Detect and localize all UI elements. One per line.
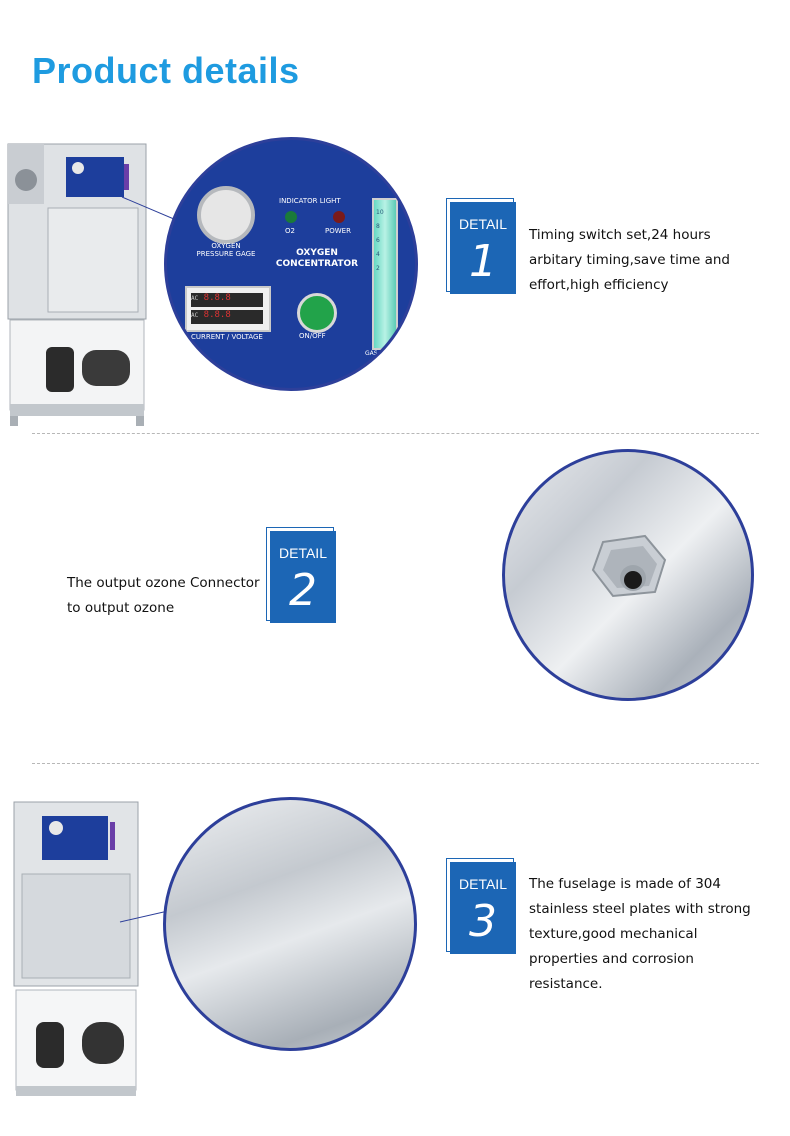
device-name-line-1: OXYGEN	[296, 248, 338, 258]
flow-tick: 8	[376, 223, 380, 230]
detail-text-2: The output ozone Connector to output ozone	[67, 575, 260, 616]
power-light	[333, 211, 345, 223]
flow-tick: 6	[376, 237, 380, 244]
gauge-label-1: OXYGEN	[211, 242, 241, 250]
machine-image-1	[6, 142, 148, 427]
gas-flowmeter	[372, 198, 398, 350]
gas-flow-label: GAS FLO	[365, 350, 391, 357]
panel-zoom-circle	[164, 137, 418, 391]
detail-label: DETAIL	[459, 216, 507, 232]
detail-badge-2	[266, 527, 336, 623]
o2-light	[285, 211, 297, 223]
detail-number: 1	[469, 236, 497, 287]
meter-value-2: 8.8.8	[203, 310, 231, 320]
steel-zoom-circle	[163, 797, 417, 1051]
detail-number: 2	[289, 565, 317, 616]
detail-badge-3	[446, 858, 516, 954]
device-name-line-2: CONCENTRATOR	[275, 259, 359, 269]
detail-label: DETAIL	[459, 876, 507, 892]
ozone-connector	[585, 530, 675, 610]
detail-text-1: Timing switch set,24 hours arbitary timing,save time and effort,high efficiency	[529, 227, 730, 293]
page-title: Product details	[32, 50, 300, 91]
pressure-gauge	[197, 186, 255, 244]
flow-tick: 10	[376, 209, 384, 216]
detail-number: 3	[469, 896, 497, 947]
machine-image-2	[12, 800, 140, 1102]
flow-tick: 4	[376, 251, 380, 258]
meter-value-1: 8.8.8	[203, 293, 231, 303]
current-voltage-meter	[185, 286, 271, 332]
detail-text-3: The fuselage is made of 304 stainless steel plates with strong texture,good mechanical properties and corrosion resistance.	[529, 876, 751, 992]
flow-tick: 2	[376, 265, 380, 272]
detail-badge-1	[446, 198, 516, 294]
on-off-button[interactable]	[297, 293, 337, 333]
indicator-label: INDICATOR LIGHT	[279, 197, 341, 205]
section-divider	[32, 433, 759, 434]
on-off-label: ON/OFF	[299, 332, 326, 340]
connector-zoom-circle	[502, 449, 754, 701]
meter-unit-1: AC	[191, 295, 199, 302]
meter-unit-2: AC	[191, 312, 199, 319]
o2-label: O2	[285, 227, 295, 235]
power-label: POWER	[325, 227, 351, 235]
section-divider	[32, 763, 759, 764]
meter-label: CURRENT / VOLTAGE	[191, 333, 263, 341]
detail-label: DETAIL	[279, 545, 327, 561]
gauge-label-2: PRESSURE GAGE	[196, 250, 256, 258]
